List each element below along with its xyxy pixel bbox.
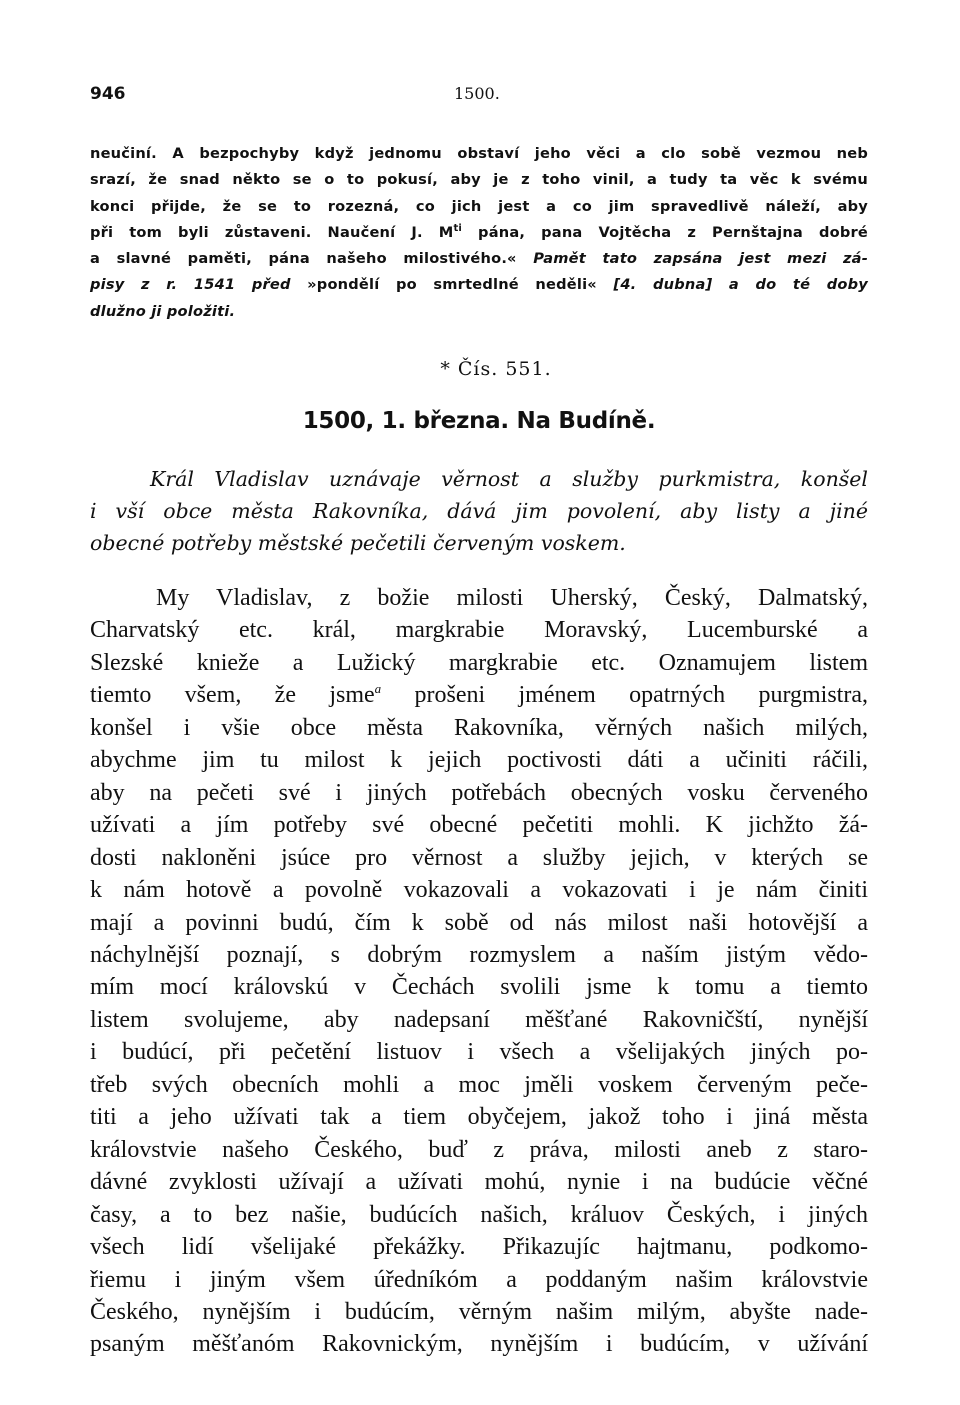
body-line: listem svolujeme, aby nadepsaní měšťané Rakovničští, nynější	[90, 1006, 868, 1033]
body-line: mím mocí královskú v Čechách svolili jsme k tomu a tiemto	[90, 974, 868, 1001]
text-line: konci přijde, že se to rozezná, co jich jest a co jim spravedlivě náleží, aby	[90, 197, 868, 215]
body-line: královstvie našeho Českého, buď z práva, milosti aneb z staro-	[90, 1136, 868, 1163]
document-date-place: 1500, 1. března. Na Budíně.	[302, 408, 656, 434]
text-line: srazí, že snad někto se o to pokusí, aby je z toho vinil, a tudy ta věc k svému	[90, 171, 868, 189]
text-line: neučiní. A bezpochyby když jednomu obstaví jeho věci a clo sobě vezmou neb	[90, 145, 868, 162]
footnote-mark: a	[374, 681, 382, 697]
text-line	[90, 299, 868, 325]
regest-line: i vší obce města Rakovníka, dává jim povolení, aby listy a jiné	[90, 499, 868, 523]
abbreviation: M	[438, 223, 454, 241]
body-line: užívati a jím potřeby své obecné pečetiti mohli. K jichžto žá-	[90, 812, 868, 839]
body-line: k nám hotově a povolně vokazovali a vokazovati i je nám činiti	[90, 877, 868, 904]
regest-line: Král Vladislav uznávaje věrnost a služby purkmistra, konšel	[150, 467, 868, 491]
body-line: Slezské knieže a Lužický margkrabie etc. Oznamujem listem	[90, 649, 868, 676]
body-line: dosti nakloněni jsúce pro věrnost a služby jejich, v kterých se	[90, 844, 868, 871]
editorial-note: pisy z r. 1541 před	[90, 276, 308, 294]
document-body-text	[90, 582, 868, 1361]
body-line: konšel i všie obce města Rakovníka, věrných našich milých,	[90, 714, 868, 741]
document-regest	[90, 463, 868, 559]
editorial-note: Pamět tato zapsána jest mezi zá-	[533, 250, 868, 268]
text-segment: tiemto všem, že jsme	[90, 682, 375, 709]
body-line: aby na pečeti své i jiných potřebách obecných vosku červeného	[90, 779, 868, 806]
body-line: i budúcí, při pečetění listuov i všech a všelijakých jiných po-	[90, 1039, 868, 1066]
regest-line: obecné potřeby městské pečetili červeným voskem.	[90, 531, 626, 555]
page-header	[90, 84, 868, 108]
body-line: My Vladislav, z božie milosti Uherský, Český, Dalmatský,	[156, 585, 868, 611]
body-line	[90, 679, 868, 711]
text-line	[90, 220, 868, 246]
document-number: * Čís. 551.	[440, 358, 552, 380]
running-header-year: 1500.	[454, 84, 500, 103]
body-line: časy, a to bez našie, budúcích našich, králuov Českých, i jiných	[90, 1201, 868, 1228]
previous-entry-text	[90, 141, 868, 325]
body-line: abychme jim tu milost k jejich poctivosti dáti a učiniti ráčili,	[90, 747, 868, 774]
text-segment: a slavné paměti, pána našeho milostivého.«	[90, 250, 534, 268]
abbreviation-superscript: ti	[453, 223, 463, 235]
body-line: Českého, nynějším i budúcím, věrným našim milým, abyšte nade-	[90, 1298, 868, 1325]
text-line	[90, 272, 868, 298]
editorial-note: dlužno ji položiti.	[90, 302, 236, 320]
body-line: řiemu i jiným všem úředníkóm a poddaným našim královstvie	[90, 1266, 868, 1293]
editorial-note: [4. dubna] a do té doby	[613, 276, 868, 294]
body-line: mají a povinni budú, čím k sobě od nás milost naši hotovější a	[90, 909, 868, 936]
text-segment: pána, pana Vojtěcha z Pernštajna dobré	[462, 223, 868, 241]
body-line: titi a jeho užívati tak a tiem obyčejem, jakož toho i jiná města	[90, 1104, 868, 1131]
text-line	[90, 246, 868, 272]
body-line: náchylnější poznají, s dobrým rozmyslem a naším jistým vědo-	[90, 941, 868, 968]
body-line: všech lidí všelijaké překážky. Přikazujíc hajtmanu, podkomo-	[90, 1234, 868, 1261]
text-segment: při tom byli zůstaveni. Naučení J.	[90, 223, 423, 241]
text-segment: prošeni jménem opatrných purgmistra,	[381, 682, 868, 709]
body-line: třeb svých obecních mohli a moc jměli voskem červeným peče-	[90, 1071, 868, 1098]
body-line: psaným měšťanóm Rakovnickým, nynějším i budúcím, v užívání	[90, 1331, 868, 1358]
text-segment: »pondělí po smrtedlné neděli«	[307, 276, 614, 294]
page-number: 946	[90, 84, 126, 104]
body-line: Charvatský etc. král, margkrabie Moravský, Lucemburské a	[90, 617, 868, 644]
body-line: dávné zvyklosti užívají a užívati mohú, nynie i na budúcie věčné	[90, 1169, 868, 1196]
